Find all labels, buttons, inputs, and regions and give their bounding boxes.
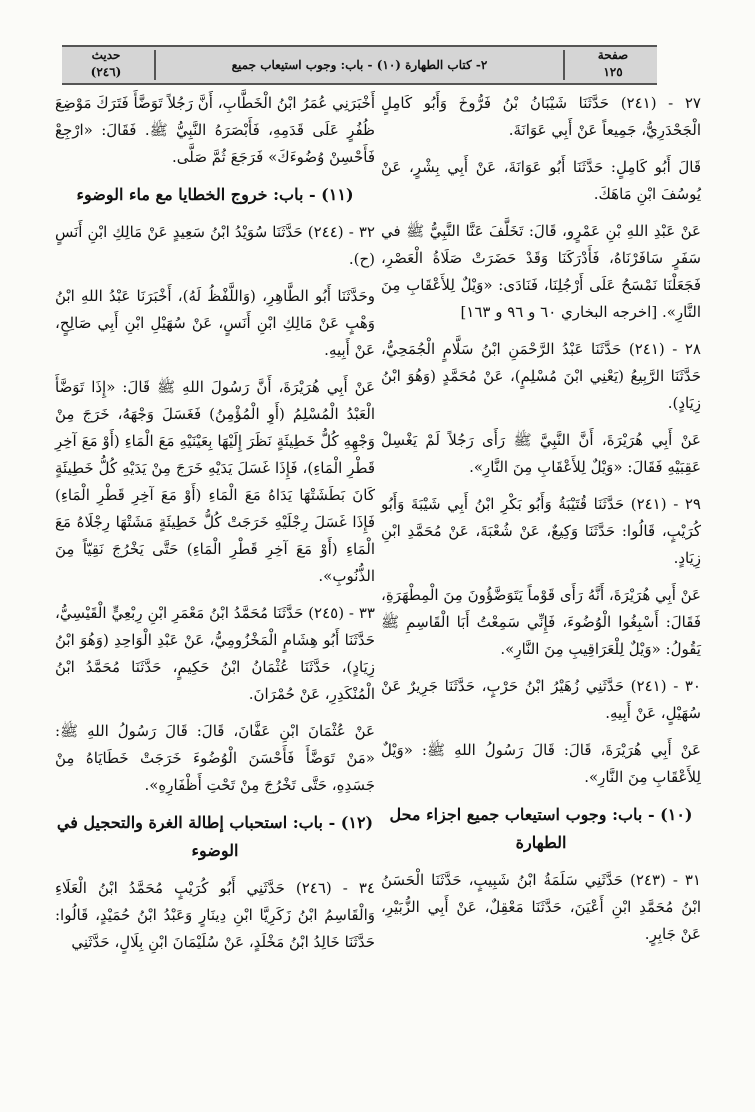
header-divider <box>154 50 156 80</box>
page-header <box>62 45 657 85</box>
right-column <box>381 90 701 958</box>
hadith-paragraph: عَنْ أَبِي هُرَيْرَةَ، أَنَّ النَّبِيَّ ﷺ رَأَى رَجُلاً لَمْ يَغْسِلْ عَقِبَيْهِ فَقَالَ: «وَيْلٌ لِلأَعْقَابِ مِنَ النَّارِ». <box>381 431 701 476</box>
hadith-number-box <box>62 47 150 83</box>
hadith-label: حديث <box>91 48 121 62</box>
hadith-paragraph: ٣٣ - (٢٤٥) حَدَّثَنَا مُحَمَّدُ ابْنُ مَعْمَرِ ابْنِ رِبْعِيٍّ الْقَيْسِيُّ، حَدَّثَنَا أَبُو هِشَامٍ الْمَخْزُومِيُّ، عَنْ عَبْدِ الْوَاحِدِ (وَهُوَ ابْنُ زِيَادٍ)، حَدَّثَنَا عُثْمَانُ ابْنُ حَكِيمٍ، حَدَّثَنَا مُحَمَّدُ ابْنُ الْمُنْكَدِرِ، عَنْ حُمْرَانَ. <box>55 604 375 703</box>
chapter-heading: (١٢) - باب: استحباب إطالة الغرة والتحجيل في الوضوء <box>56 813 374 860</box>
page-label: صفحة <box>597 48 629 62</box>
hadith-paragraph: عَنْ عُثْمَانَ ابْنِ عَفَّانَ، قَالَ: قَالَ رَسُولُ اللهِ ﷺ: «مَنْ تَوَضَّأَ فَأَحْسَنَ الْوُضُوءَ خَرَجَتْ خَطَايَاهُ مِنْ جَسَدِهِ، حَتَّى تَخْرُجَ مِنْ تَحْتِ أَظْفَارِهِ». <box>55 722 375 794</box>
header-title: ٢- كتاب الطهارة (١٠) - باب: وجوب استيعاب جميع <box>231 58 488 72</box>
chapter-heading: (١١) - باب: خروج الخطايا مع ماء الوضوء <box>76 185 354 204</box>
hadith-paragraph: ٣٢ - (٢٤٤) حَدَّثَنَا سُوَيْدُ ابْنُ سَعِيدٍ عَنْ مَالِكِ ابْنِ أَنَسٍ (ح). <box>55 223 375 268</box>
page-number-box <box>569 47 657 83</box>
left-column <box>55 90 375 966</box>
header-divider <box>563 50 565 80</box>
hadith-paragraph: قَالَ أَبُو كَامِلٍ: حَدَّثَنَا أَبُو عَوَانَةَ، عَنْ أَبِي بِشْرٍ، عَنْ يُوسُفَ ابْنِ مَاهَكَ. <box>381 158 701 203</box>
hadith-paragraph: عَنْ أَبِي هُرَيْرَةَ، أَنَّ رَسُولَ اللهِ ﷺ قَالَ: «إِذَا تَوَضَّأَ الْعَبْدُ الْمُسْلِمُ (أَوِ الْمُؤْمِنُ) فَغَسَلَ وَجْهَهُ، خَرَجَ مِنْ وَجْهِهِ كُلُّ خَطِيئَةٍ نَظَرَ إِلَيْهَا بِعَيْنَيْهِ مَعَ الْمَاءِ (أَوْ مَعَ آخِرِ قَطْرِ الْمَاءِ)، فَإِذَا غَسَلَ يَدَيْهِ خَرَجَ مِنْ يَدَيْهِ كُلُّ خَطِيئَةٍ كَانَ بَطَشَتْهَا يَدَاهُ مَعَ الْمَاءِ (أَوْ مَعَ آخِرِ قَطْرِ الْمَاءِ) فَإِذَا غَسَلَ رِجْلَيْهِ خَرَجَتْ كُلُّ خَطِيئَةٍ مَشَتْهَا رِجْلَاهُ مَعَ الْمَاءِ (أَوْ مَعَ آخِرِ قَطْرِ الْمَاءِ) حَتَّى يَخْرُجَ نَقِيّاً مِنَ الذُّنُوبِ». <box>55 378 375 585</box>
hadith-number: (٢٤٦) <box>90 65 122 79</box>
hadith-paragraph: ٣٠ - (٢٤١) حَدَّثَنِي زُهَيْرُ ابْنُ حَرْبٍ، حَدَّثَنَا جَرِيرٌ عَنْ سُهَيْلٍ، عَنْ أَبِيهِ. <box>381 677 701 722</box>
hadith-paragraph: ٢٩ - (٢٤١) حَدَّثَنَا قُتَيْبَةُ وَأَبُو بَكْرِ ابْنُ أَبِي شَيْبَةَ وَأَبُو كُرَيْبٍ، قَالُوا: حَدَّثَنَا وَكِيعٌ، عَنْ شُعْبَةَ، عَنْ مُحَمَّدِ ابْنِ زِيَادٍ. <box>381 495 701 567</box>
hadith-paragraph: ٢٧ - (٢٤١) حَدَّثَنَا شَيْبَانُ بْنُ فَرُّوخَ وَأَبُو كَامِلٍ الْجَحْدَرِيُّ، جَمِيعاً عَنْ أَبِي عَوَانَةَ. <box>381 94 701 139</box>
chapter-heading: (١٠) - باب: وجوب استيعاب جميع اجزاء محل الطهارة <box>389 805 693 852</box>
hadith-paragraph: ٣١ - (٢٤٣) حَدَّثَنِي سَلَمَةُ ابْنُ شَبِيبٍ، حَدَّثَنَا الْحَسَنُ ابْنُ مُحَمَّدِ ابْنِ أَعْيَنَ، حَدَّثَنَا مَعْقِلٌ، عَنْ أَبِي الزُّبَيْرِ، عَنْ جَابِرٍ. <box>381 871 701 943</box>
hadith-paragraph: ٣٤ - (٢٤٦) حَدَّثَنِي أَبُو كُرَيْبٍ مُحَمَّدُ ابْنُ الْعَلَاءِ وَالْقَاسِمُ ابْنُ زَكَرِيَّا ابْنِ دِينَارٍ وَعَبْدُ ابْنُ حُمَيْدٍ، قَالُوا: حَدَّثَنَا خَالِدُ ابْنُ مَخْلَدٍ، عَنْ سُلَيْمَانَ ابْنِ بِلَالٍ، حَدَّثَنِي <box>55 879 375 951</box>
hadith-paragraph: عَنْ أَبِي هُرَيْرَةَ، قَالَ: قَالَ رَسُولُ اللهِ ﷺ: «وَيْلٌ لِلأَعْقَابِ مِنَ النَّارِ». <box>381 741 701 786</box>
page-number: ١٢٥ <box>603 65 623 79</box>
hadith-paragraph: عَنْ عَبْدِ اللهِ بْنِ عَمْرٍو، قَالَ: تَخَلَّفَ عَنَّا النَّبِيُّ ﷺ في سَفَرٍ سَافَرْنَاهُ، فَأَدْرَكَنَا وَقَدْ حَضَرَتْ صَلَاةُ الْعَصْرِ، فَجَعَلْنَا نَمْسَحُ عَلَى أَرْجُلِنَا، فَنَادَى: «وَيْلٌ لِلأَعْقَابِ مِنَ النَّارِ». [اخرجه البخاري ٦٠ و ٩٦ و ١٦٣] <box>381 222 701 321</box>
hadith-paragraph: وحَدَّثَنَا أَبُو الطَّاهِرِ، (وَاللَّفْظُ لَهُ)، أَخْبَرَنَا عَبْدُ اللهِ ابْنُ وَهْبٍ عَنْ مَالِكِ ابْنِ أَنَسٍ، عَنْ سُهَيْلِ ابْنِ أَبِي صَالِحٍ، عَنْ أَبِيهِ. <box>55 287 375 359</box>
hadith-paragraph: عَنْ أَبِي هُرَيْرَةَ، أَنَّهُ رَأَى قَوْماً يَتَوَضَّؤُونَ مِنَ الْمِطْهَرَةِ، فَقَالَ: أَسْبِغُوا الْوُضُوءَ، فَإِنِّي سَمِعْتُ أَبَا الْقَاسِمِ ﷺ يَقُولُ: «وَيْلٌ لِلْعَرَاقِيبِ مِنَ النَّارِ». <box>380 586 701 658</box>
hadith-paragraph: أَخْبَرَنِي عُمَرُ ابْنُ الْخَطَّابِ، أَنَّ رَجُلاً تَوَضَّأَ فَتَرَكَ مَوْضِعَ ظُفُرٍ عَلَى قَدَمِهِ، فَأَبْصَرَهُ النَّبِيُّ ﷺ. فَقَالَ: «ارْجِعْ فَأَحْسِنْ وُضُوءَكَ» فَرَجَعَ ثُمَّ صَلَّى. <box>55 94 375 166</box>
hadith-paragraph: ٢٨ - (٢٤١) حَدَّثَنَا عَبْدُ الرَّحْمَنِ ابْنُ سَلَّامٍ الْجُمَحِيُّ، حَدَّثَنَا الرَّبِيعُ (يَعْنِي ابْنَ مُسْلِمٍ)، عَنْ مُحَمَّدٍ (وَهُوَ ابْنُ زِيَادٍ). <box>381 340 701 412</box>
